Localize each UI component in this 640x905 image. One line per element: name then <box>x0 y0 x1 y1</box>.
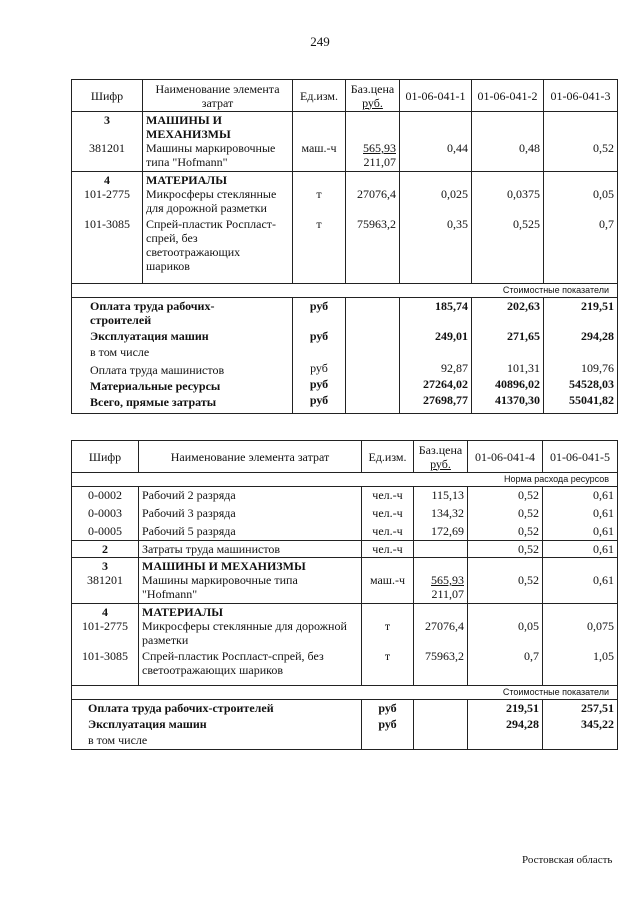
item-name-line2: спрей, без <box>146 231 198 245</box>
labor-name: Рабочий 5 разряда <box>142 524 236 538</box>
labor-price-cell <box>414 487 468 541</box>
table-header-row <box>72 80 618 112</box>
labor-value: 0,61 <box>593 506 614 520</box>
cost-value: 219,51 <box>506 701 539 715</box>
item-value-cell <box>468 558 543 604</box>
item-value: 0,44 <box>447 141 468 155</box>
operators-price <box>414 541 468 558</box>
item-value: 0,7 <box>599 217 614 231</box>
cost-value: 219,51 <box>581 299 614 313</box>
cost-value: 249,01 <box>435 329 468 343</box>
item-unit-cell <box>293 112 346 172</box>
col-header-code: Шифр <box>72 80 143 112</box>
costs-price-cell <box>346 298 400 414</box>
item-name-line2: разметки <box>142 633 189 647</box>
col-header-price-line2: руб. <box>362 95 383 110</box>
item-unit: маш.-ч <box>301 141 337 155</box>
costs-name-cell <box>72 298 293 414</box>
item-name-line2: для дорожной разметки <box>146 201 267 215</box>
labor-value: 0,61 <box>593 524 614 538</box>
item-unit: т <box>384 649 391 663</box>
labor-value-cell <box>543 487 618 541</box>
item-price: 27076,4 <box>357 187 396 201</box>
section-row <box>72 112 618 172</box>
costs-value-cell <box>400 298 472 414</box>
col-header-v2: 01-06-041-2 <box>472 80 544 112</box>
costs-value-cell <box>543 700 618 750</box>
col-header-name <box>143 80 293 112</box>
costs-unit-cell <box>293 298 346 414</box>
cost-value: 27264,02 <box>423 377 468 391</box>
norm-label-row <box>72 473 618 487</box>
col-header-name: Наименование элемента затрат <box>139 441 362 473</box>
item-code: 381201 <box>89 141 125 155</box>
col-header-price <box>414 441 468 473</box>
section-title: МАТЕРИАЛЫ <box>146 173 227 187</box>
item-unit-cell <box>362 558 414 604</box>
cost-value: 27698,77 <box>423 393 468 407</box>
operators-row <box>72 541 618 558</box>
cost-value: 202,63 <box>507 299 540 313</box>
labor-code: 0-0005 <box>88 524 122 538</box>
col-header-v1: 01-06-041-1 <box>400 80 472 112</box>
cost-name: Эксплуатация машин <box>88 717 207 731</box>
section-title: МАШИНЫ И МЕХАНИЗМЫ <box>142 559 306 573</box>
item-value-cell <box>400 172 472 284</box>
item-name-line1: Микросферы стеклянные для дорожной <box>142 619 347 633</box>
table-header-row <box>72 441 618 473</box>
labor-price: 134,32 <box>431 506 464 520</box>
labor-unit: чел.-ч <box>372 488 403 502</box>
cost-label-row <box>72 284 618 298</box>
cost-unit: руб <box>309 299 329 313</box>
item-price-2: 211,07 <box>363 155 396 169</box>
page-number: 249 <box>310 34 330 49</box>
item-name-line4: шариков <box>146 259 190 273</box>
section-row <box>72 604 618 686</box>
cost-value: 257,51 <box>581 701 614 715</box>
col-header-v5: 01-06-041-5 <box>543 441 618 473</box>
section-name-cell <box>143 172 293 284</box>
item-value: 1,05 <box>593 649 614 663</box>
cost-value: 345,22 <box>581 717 614 731</box>
cost-value: 294,28 <box>581 329 614 343</box>
cost-name: Всего, прямые затраты <box>90 395 217 409</box>
labor-value-cell <box>468 487 543 541</box>
item-value-cell <box>468 604 543 686</box>
section-row <box>72 172 618 284</box>
col-header-unit: Ед.изм. <box>362 441 414 473</box>
item-value: 0,61 <box>593 573 614 587</box>
section-code: 4 <box>102 605 108 619</box>
cost-name: Эксплуатация машин <box>90 329 209 343</box>
item-value-cell <box>400 112 472 172</box>
item-unit: маш.-ч <box>369 573 406 587</box>
cost-name: Оплата труда машинистов <box>90 363 225 377</box>
section-code: 3 <box>102 559 108 573</box>
item-price-cell <box>414 558 468 604</box>
item-name-line2: "Hofmann" <box>142 587 198 601</box>
cost-unit: руб <box>309 393 329 407</box>
section-row <box>72 558 618 604</box>
operators-code: 2 <box>72 541 139 558</box>
costs-value-cell <box>472 298 544 414</box>
cost-unit: руб <box>309 377 329 391</box>
item-unit-cell <box>362 604 414 686</box>
norm-label: Норма расхода ресурсов <box>72 473 618 487</box>
costs-block <box>72 298 618 414</box>
operators-value: 0,61 <box>543 541 618 558</box>
section-name-cell <box>143 112 293 172</box>
item-name-line1: Спрей-пластик Роспласт- <box>146 217 277 231</box>
item-value: 0,075 <box>587 619 614 633</box>
col-header-v3: 01-06-041-3 <box>544 80 618 112</box>
item-value: 0,35 <box>447 217 468 231</box>
cost-value: 92,87 <box>441 361 468 375</box>
cost-label: Стоимостные показатели <box>72 284 618 298</box>
operators-unit: чел.-ч <box>362 541 414 558</box>
labor-name: Рабочий 3 разряда <box>142 506 236 520</box>
section-code-cell <box>72 604 139 686</box>
cost-name-line2: строителей <box>90 313 152 327</box>
costs-price-cell <box>414 700 468 750</box>
costs-value-cell <box>468 700 543 750</box>
costs-name-cell <box>72 700 362 750</box>
item-name-line2: типа "Hofmann" <box>146 155 228 169</box>
labor-unit-cell <box>362 487 414 541</box>
item-unit-cell <box>293 172 346 284</box>
section-title: МАТЕРИАЛЫ <box>142 605 223 619</box>
item-value-cell <box>544 112 618 172</box>
section-code-cell <box>72 172 143 284</box>
cost-unit: руб <box>378 701 397 715</box>
section-title-line2: МЕХАНИЗМЫ <box>146 127 231 141</box>
labor-code: 0-0002 <box>88 488 122 502</box>
item-price-cell <box>414 604 468 686</box>
col-header-name-line1: Наименование элемента <box>155 81 280 96</box>
item-value: 0,525 <box>513 217 540 231</box>
item-value: 0,025 <box>441 187 468 201</box>
col-header-name-line2: затрат <box>201 95 234 110</box>
item-code: 101-2775 <box>84 187 130 201</box>
cost-unit: руб <box>310 361 328 375</box>
section-code: 3 <box>104 113 110 127</box>
item-value: 0,0375 <box>507 187 540 201</box>
labor-unit: чел.-ч <box>372 506 403 520</box>
item-price: 75963,2 <box>357 217 396 231</box>
item-price: 27076,4 <box>425 619 464 633</box>
labor-code: 0-0003 <box>88 506 122 520</box>
cost-name: в том числе <box>88 733 148 747</box>
section-code-cell <box>72 558 139 604</box>
section-code: 4 <box>104 173 110 187</box>
operators-name: Затраты труда машинистов <box>139 541 362 558</box>
item-value: 0,48 <box>519 141 540 155</box>
item-value-cell <box>472 172 544 284</box>
costs-block <box>72 700 618 750</box>
item-unit: т <box>316 187 322 201</box>
labor-code-cell <box>72 487 139 541</box>
col-header-price-line1: Баз.цена <box>418 442 463 457</box>
cost-label: Стоимостные показатели <box>72 686 618 700</box>
cost-value: 185,74 <box>435 299 468 313</box>
item-code: 101-3085 <box>82 649 128 663</box>
item-value: 0,05 <box>518 619 539 633</box>
item-price: 565,93 <box>363 141 396 155</box>
item-code: 101-3085 <box>84 217 130 231</box>
item-price: 565,93 <box>431 573 464 587</box>
footer-region: Ростовская область <box>522 854 613 866</box>
item-price-2: 211,07 <box>431 587 464 601</box>
col-header-price-line1: Баз.цена <box>350 81 395 96</box>
cost-value: 40896,02 <box>495 377 540 391</box>
cost-unit: руб <box>309 329 329 343</box>
cost-name: в том числе <box>90 345 150 359</box>
item-code: 381201 <box>87 573 123 587</box>
labor-value: 0,52 <box>518 506 539 520</box>
item-name-line1: Спрей-пластик Роспласт-спрей, без <box>142 649 324 663</box>
cost-value: 294,28 <box>506 717 539 731</box>
labor-price: 172,69 <box>431 524 464 538</box>
labor-unit: чел.-ч <box>372 524 403 538</box>
col-header-v4: 01-06-041-4 <box>468 441 543 473</box>
item-value-cell <box>543 558 618 604</box>
item-value-cell <box>472 112 544 172</box>
costs-unit-cell <box>362 700 414 750</box>
labor-price: 115,13 <box>431 488 464 502</box>
col-header-price-line2: руб. <box>430 456 451 471</box>
labor-name: Рабочий 2 разряда <box>142 488 236 502</box>
cost-value: 109,76 <box>581 361 614 375</box>
col-header-price <box>346 80 400 112</box>
item-value-cell <box>544 172 618 284</box>
item-value: 0,52 <box>593 141 614 155</box>
cost-unit: руб <box>378 717 397 731</box>
item-value-cell <box>543 604 618 686</box>
cost-value: 55041,82 <box>569 393 614 407</box>
resource-table-2 <box>71 440 618 750</box>
resource-table-1 <box>71 79 618 414</box>
cost-name: Оплата труда рабочих-строителей <box>88 701 274 715</box>
item-name-line1: Машины маркировочные <box>146 141 276 155</box>
section-code-cell <box>72 112 143 172</box>
cost-value: 101,31 <box>507 361 540 375</box>
item-price: 75963,2 <box>425 649 464 663</box>
item-value: 0,05 <box>593 187 614 201</box>
col-header-code: Шифр <box>72 441 139 473</box>
cost-name: Материальные ресурсы <box>90 379 221 393</box>
item-value: 0,52 <box>518 573 539 587</box>
labor-name-cell <box>139 487 362 541</box>
labor-value: 0,52 <box>518 488 539 502</box>
costs-value-cell <box>544 298 618 414</box>
item-unit: т <box>316 217 322 231</box>
cost-name-line1: Оплата труда рабочих- <box>90 299 215 313</box>
cost-value: 41370,30 <box>495 393 540 407</box>
section-name-cell <box>139 604 362 686</box>
item-name-line3: светоотражающих <box>146 245 241 259</box>
operators-value: 0,52 <box>468 541 543 558</box>
item-name-line1: Машины маркировочные типа <box>142 573 298 587</box>
section-title-line1: МАШИНЫ И <box>146 113 222 127</box>
item-unit: т <box>384 619 391 633</box>
labor-block <box>72 487 618 541</box>
item-price-cell <box>346 112 400 172</box>
labor-value: 0,52 <box>518 524 539 538</box>
item-value: 0,7 <box>524 649 539 663</box>
cost-value: 54528,03 <box>569 377 614 391</box>
labor-value: 0,61 <box>593 488 614 502</box>
item-price-cell <box>346 172 400 284</box>
cost-value: 271,65 <box>507 329 540 343</box>
item-code: 101-2775 <box>82 619 128 633</box>
section-name-cell <box>139 558 362 604</box>
cost-label-row <box>72 686 618 700</box>
item-name-line1: Микросферы стеклянные <box>146 187 277 201</box>
item-name-line2: светоотражающих шариков <box>142 663 284 677</box>
col-header-unit: Ед.изм. <box>293 80 346 112</box>
